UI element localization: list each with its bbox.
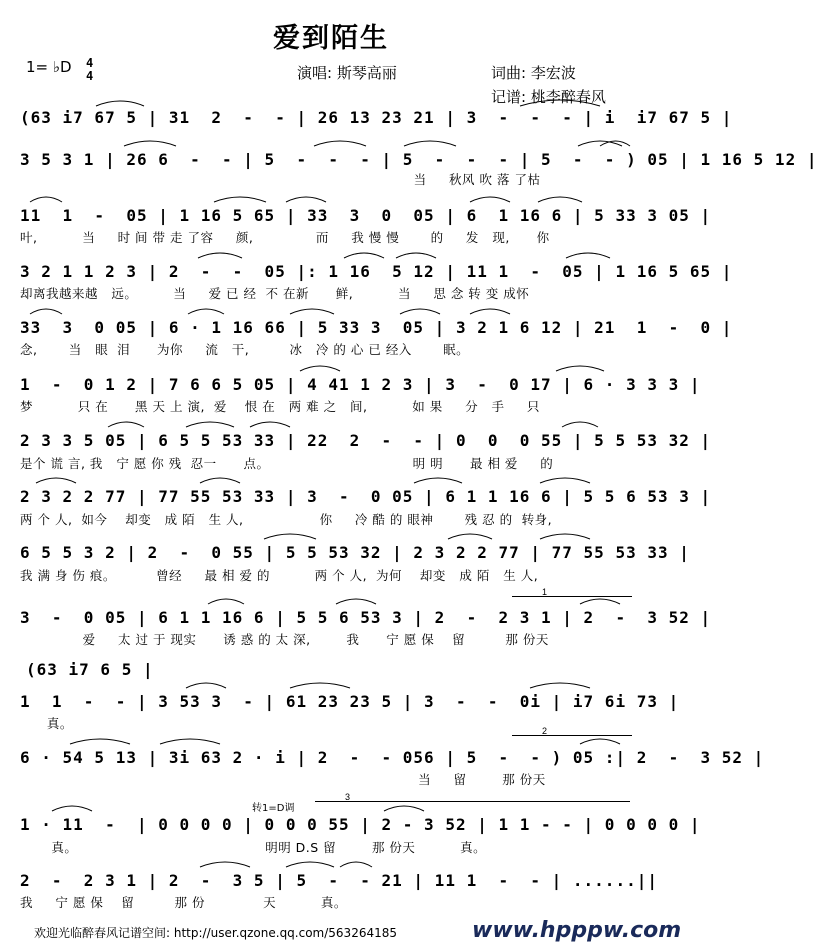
notation-line-1: (63 i7 67 5 | 31 2 - - | 26 13 23 21 | 3 - - - | i i7 67 5 | <box>20 108 733 127</box>
key-signature: 1= ♭D <box>26 58 72 76</box>
slur-arc <box>336 599 376 604</box>
slur-arc <box>108 422 144 427</box>
slur-arc <box>286 197 326 202</box>
slur-arc <box>200 862 250 867</box>
lyrics-line-5: 念, 当 眼 泪 为你 流 干, 冰 冷 的 心 已 经入 眠。 <box>20 342 470 357</box>
slur-arc <box>578 141 622 146</box>
slur-arc <box>290 309 334 314</box>
slur-arc <box>186 683 226 688</box>
song-title: 爱到陌生 <box>273 23 389 54</box>
footer-credit: 欢迎光临醉春风记谱空间: http://user.qzone.qq.com/563264185 <box>34 926 398 940</box>
slur-arc <box>290 683 350 688</box>
slur-arc <box>124 141 176 146</box>
slur-arc <box>538 197 582 202</box>
slur-arc <box>70 739 130 744</box>
volta-number-1: 1 <box>542 587 548 597</box>
notation-line-13: 6 · 54 5 13 | 3i 63 2 · i | 2 - - 056 | 5 - - ) 05 :| 2 - 3 52 | <box>20 748 765 767</box>
slur-arc <box>540 534 590 539</box>
modulation-mark: 转1=D调 <box>252 803 295 814</box>
slur-arc <box>36 478 76 483</box>
lyrics-line-13: 当 留 那 份天 <box>20 772 546 787</box>
lyrics-line-2: 当 秋风 吹 落 了枯 <box>20 172 541 187</box>
lyrics-line-3: 叶, 当 时 间 带 走 了容 颜, 而 我 慢 慢 的 发 现, 你 <box>20 230 550 245</box>
slur-arc <box>400 309 440 314</box>
slur-arc <box>314 141 366 146</box>
notation-line-12: 1 1 - - | 3 53 3 - | 61 23 23 5 | 3 - - 0i | i7 6i 73 | <box>20 692 680 711</box>
volta-number-3: 3 <box>345 792 351 802</box>
slur-arc <box>186 422 234 427</box>
lyrics-line-12: 真。 <box>20 716 73 731</box>
slur-arc <box>530 683 590 688</box>
slur-arc <box>580 599 620 604</box>
lyrics-line-8: 两 个 人, 如今 却变 成 陌 生 人, 你 冷 酷 的 眼神 残 忍 的 转身, <box>20 512 553 527</box>
slur-arc <box>470 309 510 314</box>
lyrics-line-4: 却离我越来越 远。 当 爱 已 经 不 在新 鲜, 当 思 念 转 变 成怀 <box>20 286 530 301</box>
lyrics-line-15: 我 宁 愿 保 留 那 份 天 真。 <box>20 895 347 910</box>
slur-arc <box>340 862 372 867</box>
slur-arc <box>286 862 334 867</box>
notation-line-14: 1 · 11 - | 0 0 0 0 | 0 0 0 55 | 2 - 3 52 | 1 1 - - | 0 0 0 0 | <box>20 815 701 834</box>
slur-arc <box>344 253 384 258</box>
slur-arc <box>470 197 510 202</box>
notation-line-2: 3 5 3 1 | 26 6 - - | 5 - - - | 5 - - - | 5 - - ) 05 | 1 16 5 12 | <box>20 150 817 169</box>
slur-arc <box>580 739 620 744</box>
slur-arc <box>30 197 62 202</box>
time-signature-bottom: 4 <box>86 69 94 83</box>
slur-arc <box>250 422 290 427</box>
slur-arc <box>52 806 92 811</box>
notation-line-10: 3 - 0 05 | 6 1 1 16 6 | 5 5 6 53 3 | 2 - 2 3 1 | 2 - 3 52 | <box>20 608 712 627</box>
slur-arc <box>384 806 424 811</box>
slur-arc <box>300 366 340 371</box>
slur-arc <box>396 253 436 258</box>
slur-arc <box>448 534 492 539</box>
slur-arc <box>214 197 266 202</box>
lyrics-line-10: 爱 太 过 于 现实 诱 惑 的 太 深, 我 宁 愿 保 留 那 份天 <box>20 632 549 647</box>
composer-credit: 词曲: 李宏波 <box>491 64 576 82</box>
lyrics-line-9: 我 满 身 伤 痕。 曾经 最 相 爱 的 两 个 人, 为何 却变 成 陌 生 人, <box>20 568 539 583</box>
slur-arc <box>540 478 590 483</box>
lyrics-line-14: 真。 明明 D.S 留 那 份天 真。 <box>20 840 487 855</box>
time-signature-top: 4 <box>86 56 94 70</box>
slur-arc <box>30 309 62 314</box>
slur-arc <box>556 366 604 371</box>
notation-line-5: 33 3 0 05 | 6 · 1 16 66 | 5 33 3 05 | 3 2 1 6 12 | 21 1 - 0 | <box>20 318 733 337</box>
slur-arc <box>200 478 240 483</box>
site-watermark: www.hpppw.com <box>472 918 682 943</box>
recorder-credit: 记谱: 桃李醉春风 <box>491 88 606 106</box>
notation-line-11: (63 i7 6 5 | <box>26 660 154 679</box>
slur-arc <box>566 253 610 258</box>
notation-line-9: 6 5 5 3 2 | 2 - 0 55 | 5 5 53 32 | 2 3 2 2 77 | 77 55 53 33 | <box>20 543 690 562</box>
slur-arc <box>264 534 316 539</box>
notation-line-7: 2 3 3 5 05 | 6 5 5 53 33 | 22 2 - - | 0 0 0 55 | 5 5 53 32 | <box>20 431 712 450</box>
notation-line-3: 11 1 - 05 | 1 16 5 65 | 33 3 0 05 | 6 1 16 6 | 5 33 3 05 | <box>20 206 712 225</box>
slur-arc <box>188 309 224 314</box>
slur-arc <box>160 739 220 744</box>
slur-arc <box>198 253 242 258</box>
slur-arc <box>520 100 600 106</box>
notation-line-6: 1 - 0 1 2 | 7 6 6 5 05 | 4 41 1 2 3 | 3 - 0 17 | 6 · 3 3 3 | <box>20 375 701 394</box>
slur-arc <box>562 422 598 427</box>
slur-arc <box>414 478 462 483</box>
notation-line-8: 2 3 2 2 77 | 77 55 53 33 | 3 - 0 05 | 6 1 1 16 6 | 5 5 6 53 3 | <box>20 487 712 506</box>
notation-line-15: 2 - 2 3 1 | 2 - 3 5 | 5 - - 21 | 11 1 - - | ......|| <box>20 871 658 890</box>
volta-number-2: 2 <box>542 726 548 736</box>
singer-credit: 演唱: 斯琴高丽 <box>297 64 397 82</box>
lyrics-line-6: 梦 只 在 黑 天 上 演, 爱 恨 在 两 难 之 间, 如 果 分 手 只 <box>20 399 540 414</box>
slur-arc <box>96 101 144 106</box>
slur-arc <box>208 599 244 604</box>
slur-arc <box>404 141 456 146</box>
lyrics-line-7: 是个 谎 言, 我 宁 愿 你 残 忍一 点。 明 明 最 相 爱 的 <box>20 456 554 471</box>
notation-line-4: 3 2 1 1 2 3 | 2 - - 05 |: 1 16 5 12 | 11 1 - 05 | 1 16 5 65 | <box>20 262 733 281</box>
